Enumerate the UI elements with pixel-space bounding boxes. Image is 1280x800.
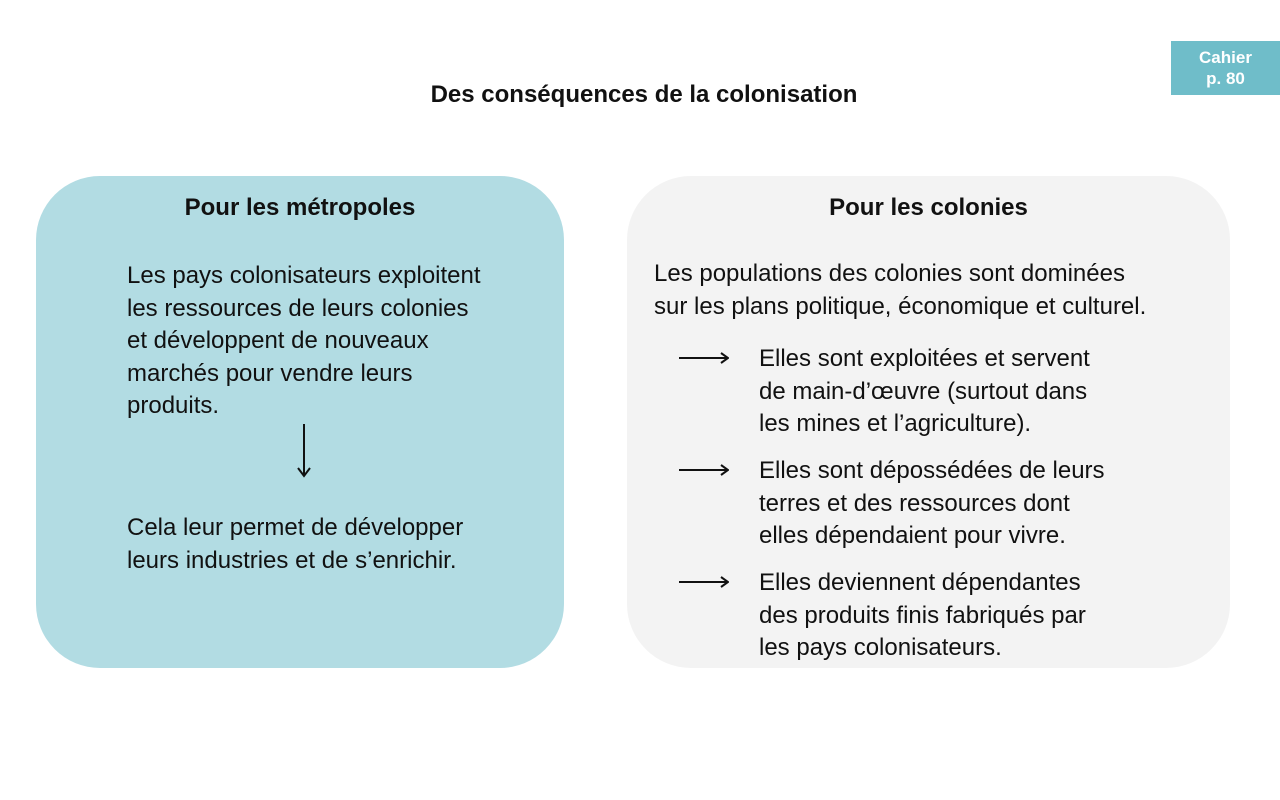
consequence-text <box>759 343 1219 441</box>
text-line: Elles sont exploitées et servent <box>759 345 1090 372</box>
text-line: les pays colonisateurs. <box>759 634 1002 661</box>
arrow-right-icon <box>679 463 729 477</box>
consequence-item <box>679 455 1219 555</box>
text-line: sur les plans politique, économique et culturel. <box>654 292 1147 320</box>
text-line: Elles sont dépossédées de leurs <box>759 457 1105 484</box>
text-line: de main-d’œuvre (surtout dans <box>759 377 1088 405</box>
text-line: terres et des ressources dont <box>759 489 1070 517</box>
text-line: les ressources de leurs colonies <box>127 294 469 322</box>
text-line: elles dépendaient pour vivre. <box>759 522 1066 549</box>
consequence-text <box>759 455 1219 553</box>
metropoles-cause-text <box>127 260 547 423</box>
page-title: Des conséquences de la colonisation <box>430 81 858 108</box>
consequence-text <box>759 567 1219 665</box>
colonies-panel <box>627 176 1230 668</box>
consequence-item <box>679 567 1219 667</box>
text-line: et développent de nouveaux <box>127 327 429 354</box>
badge-line-1: Cahier <box>1199 48 1252 67</box>
consequence-item <box>679 343 1219 443</box>
arrow-down-icon <box>294 424 314 478</box>
metropoles-panel <box>36 176 564 668</box>
text-line: leurs industries et de s’enrichir. <box>127 546 457 574</box>
metropoles-effect-text <box>127 512 547 577</box>
metropoles-heading: Pour les métropoles <box>184 194 416 221</box>
colonies-intro-text <box>654 258 1224 323</box>
text-line: produits. <box>127 392 220 419</box>
colonies-heading: Pour les colonies <box>829 194 1028 221</box>
text-line: marchés pour vendre leurs <box>127 359 413 387</box>
text-line: les mines et l’agriculture). <box>759 410 1032 437</box>
text-line: Les populations des colonies sont dominées <box>654 260 1125 287</box>
text-line: Les pays colonisateurs exploitent <box>127 262 481 289</box>
text-line: Cela leur permet de développer <box>127 514 464 541</box>
badge-line-2: p. 80 <box>1206 69 1245 88</box>
arrow-right-icon <box>679 575 729 589</box>
text-line: des produits finis fabriqués par <box>759 601 1086 629</box>
text-line: Elles deviennent dépendantes <box>759 569 1081 596</box>
arrow-right-icon <box>679 351 729 365</box>
